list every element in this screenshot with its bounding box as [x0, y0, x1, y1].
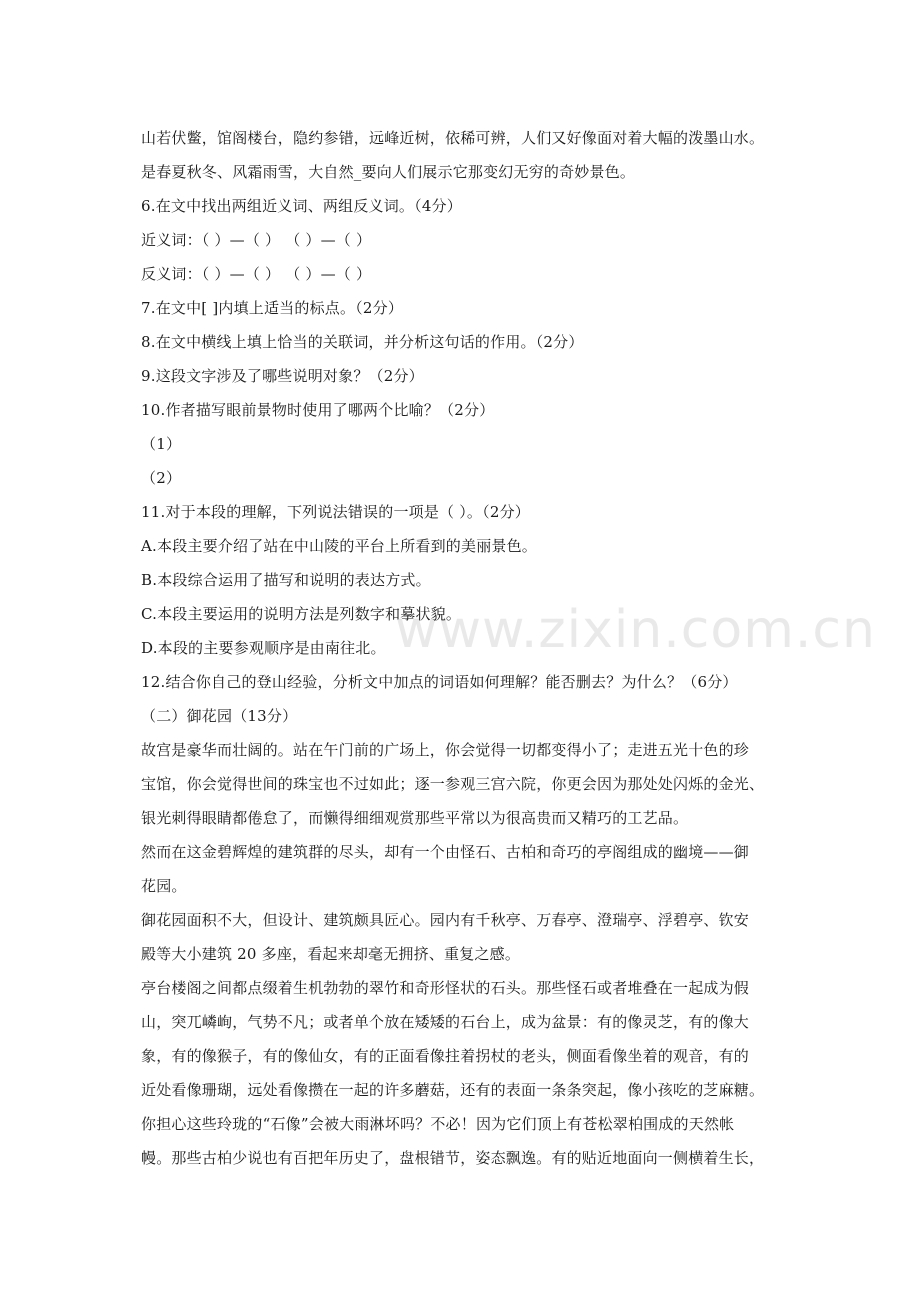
passage-line: 近处看像珊瑚，远处看像攒在一起的许多蘑菇，还有的表面一条条突起，像小孩吃的芝麻糖。	[141, 1081, 765, 1099]
answer-slot-2: （2）	[141, 469, 182, 487]
text-line-continuation-1: 山若伏鳖，馆阁楼台，隐约参错，远峰近树，依稀可辨，人们又好像面对着大幅的泼墨山水。	[141, 129, 765, 147]
passage-line: 亭台楼阁之间都点缀着生机勃勃的翠竹和奇形怪状的石头。那些怪石或者堆叠在一起成为假	[141, 979, 750, 997]
passage-line: 你担心这些玲珑的“石像”会被大雨淋坏吗？不必！因为它们顶上有苍松翠柏围成的天然帐	[141, 1115, 735, 1133]
synonym-answer-line: 近义词：（ ）—（ ） （ ）—（ ）	[141, 231, 372, 249]
option-d: D.本段的主要参观顺序是由南往北。	[141, 639, 386, 657]
passage-line: 象，有的像猴子，有的像仙女，有的正面看像拄着拐杖的老头，侧面看像坐着的观音，有的	[141, 1047, 750, 1065]
passage-line: 宝馆，你会觉得世间的珠宝也不过如此；逐一参观三宫六院，你更会因为那处处闪烁的金光、	[141, 775, 765, 793]
passage-line: 然而在这金碧辉煌的建筑群的尽头，却有一个由怪石、古柏和奇巧的亭阁组成的幽境——御	[141, 843, 750, 861]
passage-line: 山，突兀嶙峋，气势不凡；或者单个放在矮矮的石台上，成为盆景：有的像灵芝，有的像大	[141, 1013, 750, 1031]
passage-line: 花园。	[141, 877, 187, 895]
question-6: 6.在文中找出两组近义词、两组反义词。（4分）	[141, 197, 462, 215]
question-9: 9.这段文字涉及了哪些说明对象？（2分）	[141, 367, 424, 385]
passage-line: 银光刺得眼睛都倦怠了，而懒得细细观赏那些平常以为很高贵而又精巧的工艺品。	[141, 809, 689, 827]
option-c: C.本段主要运用的说明方法是列数字和摹状貌。	[141, 605, 462, 623]
passage-line: 幔。那些古柏少说也有百把年历史了，盘根错节，姿态飘逸。有的贴近地面向一侧横着生长，	[141, 1149, 765, 1167]
question-11: 11.对于本段的理解，下列说法错误的一项是（ ）。（2分）	[141, 503, 530, 521]
section-heading: （二）御花园（13分）	[141, 707, 298, 725]
question-7: 7.在文中[ ]内填上适当的标点。（2分）	[141, 299, 404, 317]
text-line-continuation-2: 是春夏秋冬、风霜雨雪，大自然_要向人们展示它那变幻无穷的奇妙景色。	[141, 163, 636, 181]
option-a: A.本段主要介绍了站在中山陵的平台上所看到的美丽景色。	[141, 537, 538, 555]
antonym-answer-line: 反义词：（ ）—（ ） （ ）—（ ）	[141, 265, 372, 283]
question-8: 8.在文中横线上填上恰当的关联词，并分析这句话的作用。（2分）	[141, 333, 584, 351]
document-body	[141, 121, 781, 1175]
option-b: B.本段综合运用了描写和说明的表达方式。	[141, 571, 431, 589]
answer-slot-1: （1）	[141, 435, 182, 453]
passage-line: 殿等大小建筑 20 多座，看起来却毫无拥挤、重复之感。	[141, 945, 521, 963]
question-12: 12.结合你自己的登山经验，分析文中加点的词语如何理解？能否删去？为什么？（6分）	[141, 673, 738, 691]
passage-line: 故宫是豪华而壮阔的。站在午门前的广场上，你会觉得一切都变得小了；走进五光十色的珍	[141, 741, 750, 759]
watermark: www.zixin.com.cn	[395, 600, 876, 660]
question-10: 10.作者描写眼前景物时使用了哪两个比喻？（2分）	[141, 401, 495, 419]
passage-line: 御花园面积不大，但设计、建筑颇具匠心。园内有千秋亭、万春亭、澄瑞亭、浮碧亭、钦安	[141, 911, 750, 929]
